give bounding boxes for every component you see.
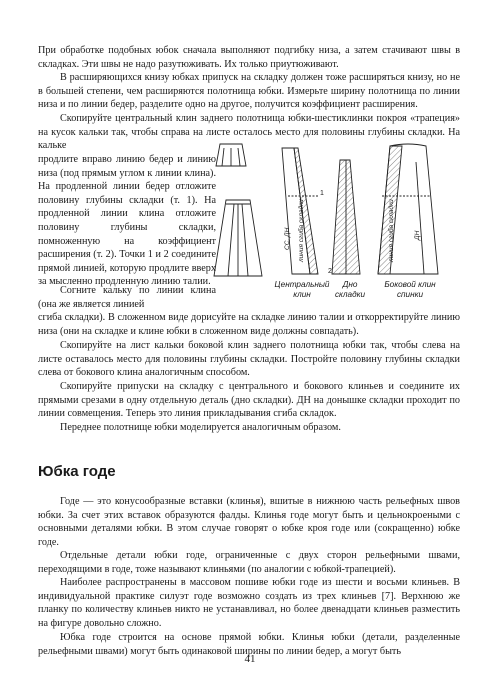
label-dn: ДН xyxy=(414,230,421,240)
paragraph: Годе — это конусообразные вставки (клинья), вшитые в нижнюю часть рельефных швов юбки. За счет этих вставок образуются фалды. Клинья годе могут быть и цельнокроеными с основными деталями юбки. В этом случае говорят о юбке кроя годе или (сокращенно) юбке годе. xyxy=(38,496,460,548)
paragraph: Переднее полотнище юбки моделируется аналогичным образом. xyxy=(60,422,341,433)
paragraph: Отдельные детали юбки годе, ограниченные с двух сторон рельефными швами, переходящими в годе, тоже называют клиньями (по аналогии с юбкой-трапецией). xyxy=(38,550,460,575)
label-fold-line: линия сгиба складки xyxy=(298,199,305,262)
side-panel-piece xyxy=(378,144,438,274)
paragraph-wrapped: продлите вправо линию бедер и линию низа (под прямым углом к линии клина). На продленной линии бедер отложите половину глубины складки (т. 1). На продленной линии клина отложите половину глубины складки, помноженную на коэффициент расширения (т. 2). Точки 1 и 2 соедините прямой линией, которую продлите вверх за мысленно продленную линию талии. xyxy=(38,154,216,288)
paragraph: В расширяющихся книзу юбках припуск на складку должен тоже расширяться книзу, но не в большей степени, чем расширяются полотнища юбки. Измерьте ширину полотнища по линии низа и по линии бедер, разделите одно на другое, получится коэффициент расширения. xyxy=(38,72,460,111)
caption-pleat-bottom: Дно складки xyxy=(334,280,366,299)
skirt-sketch-bottom xyxy=(214,200,262,276)
skirt-sketch-top xyxy=(216,144,246,166)
paragraph: Скопируйте на лист кальки боковой клин заднего полотнища юбки так, чтобы слева на листе оставалось место для половины глубины складки. Постройте половину глубины складки слева от бокового клина аналогичным способом. xyxy=(38,340,460,379)
label-cc-dn: СС, ДН xyxy=(284,227,291,250)
page-number: 41 xyxy=(244,653,256,665)
label-fold-line: линия сгиба складки xyxy=(388,199,395,262)
point-2-label: 2 xyxy=(328,268,332,275)
paragraph-wrapped: Согните кальку по линии клина (она же является линией xyxy=(38,285,216,310)
point-1-label: 1 xyxy=(320,190,324,197)
paragraph: Скопируйте припуски на складку с центрального и бокового клиньев и соедините их прямыми срезами в одну отдельную деталь (дно складки). ДН на донышке складки проходит по линии совмещения. Теперь это линия прикладывания сгиба складок. xyxy=(38,381,460,420)
pleat-bottom-piece xyxy=(332,160,360,274)
skirt-pattern-figure xyxy=(212,140,470,310)
caption-central-panel: Центральный клин xyxy=(274,280,330,299)
paragraph: При обработке подобных юбок сначала выполняют подгибку низа, а затем стачивают швы в складках. Эти швы не надо разутюживать. Их только приутюживают. xyxy=(38,45,460,70)
caption-side-panel: Боковой клин спинки xyxy=(384,280,436,299)
paragraph: сгиба складки). В сложенном виде дорисуйте на складке линию талии и откорректируйте линию низа (они на складке и клине юбки в сложенном виде должны совпадать). xyxy=(38,312,460,337)
section-heading: Юбка годе xyxy=(38,463,116,480)
paragraph: Юбка годе строится на основе прямой юбки. Клинья юбки (детали, разделенные рельефными швами) могут быть одинаковой ширины по линии бедер, а могут быть xyxy=(38,632,460,657)
paragraph: Скопируйте центральный клин заднего полотнища юбки-шестиклинки покроя «трапеция» на кусок кальки так, чтобы справа на листе осталось место для половины глубины складки. На кальке xyxy=(38,113,460,152)
paragraph: Наиболее распространены в массовом пошиве юбки годе из шести и восьми клиньев. В индивидуальной практике силуэт годе возможно создать из трех клиньев [7]. Верхнюю же планку по количеству клиньев никто не устанавливал, но более двенадцати клиньев разместить на фигуре довольно сложно. xyxy=(38,577,460,629)
